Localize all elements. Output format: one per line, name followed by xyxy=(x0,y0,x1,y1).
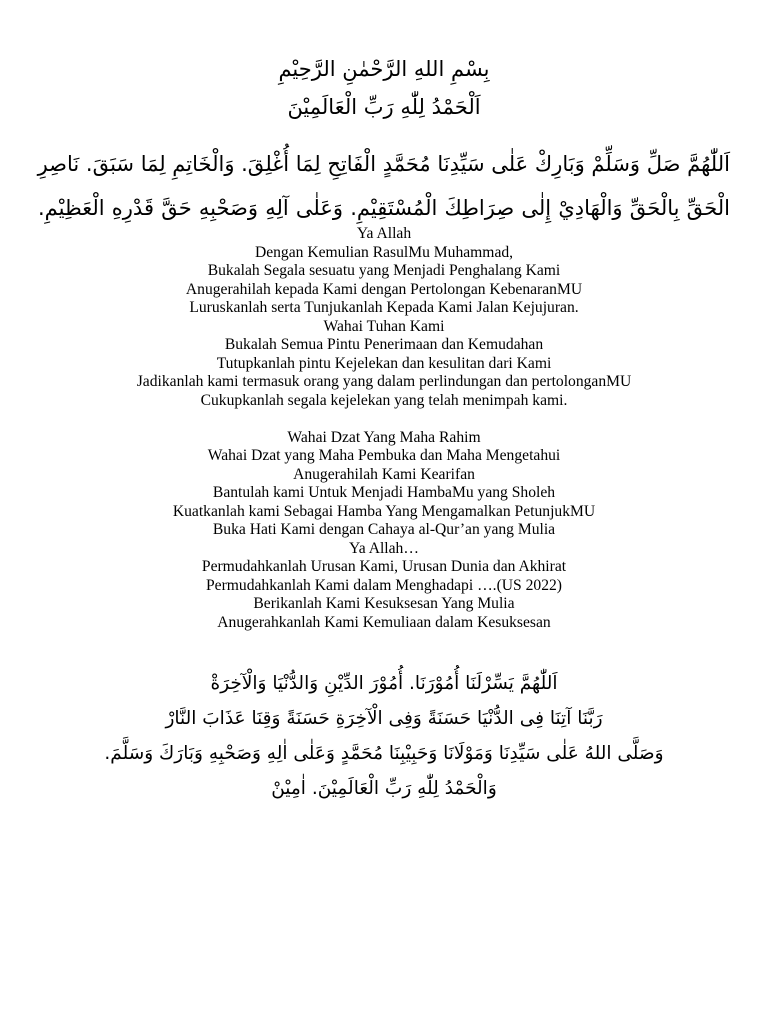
shalawat-line: اَللّٰهُمَّ صَلِّ وَسَلِّمْ وَبَارِكْ عَلٰى سَيِّدِنَا مُحَمَّدٍ الْفَاتِحِ لِمَا أُغْلِقَ. وَالْخَاتِمِ لِمَا سَبَقَ. نَاصِرِ xyxy=(37,152,730,176)
prayer-paragraph-2 xyxy=(0,429,768,633)
prayer-line: Ya Allah xyxy=(356,225,412,242)
opening-header xyxy=(0,50,768,126)
prayer-line: Wahai Tuhan Kami xyxy=(323,317,445,335)
shalawat-fatih xyxy=(38,142,730,230)
prayer-line: Kuatkanlah kami Sebagai Hamba Yang Mengamalkan PetunjukMU xyxy=(172,502,596,520)
prayer-line: Wahai Dzat Yang Maha Rahim xyxy=(287,428,481,446)
closing-doa xyxy=(0,666,768,806)
prayer-line: Anugerahkanlah Kami Kemuliaan dalam Kesuksesan xyxy=(217,613,551,631)
prayer-line: Ya Allah… xyxy=(349,539,419,557)
prayer-line: Permudahkanlah Urusan Kami, Urusan Dunia dan Akhirat xyxy=(201,558,567,575)
prayer-line: Berikanlah Kami Kesuksesan Yang Mulia xyxy=(253,595,515,612)
closing-line: اَللّٰهُمَّ يَسِّرْلَنَا أُمُوْرَنَا. أُمُوْرَ الدِّيْنِ وَالدُّنْيَا وَالْآخِرَةْ xyxy=(210,673,558,694)
shalawat-line: الْحَقِّ بِالْحَقِّ وَالْهَادِيْ إِلٰى صِرَاطِكَ الْمُسْتَقِيْمِ. وَعَلٰى آلِهِ وَصَحْبِهِ حَقَّ قَدْرِهِ الْعَظِيْمِ. xyxy=(38,196,730,220)
prayer-line: Luruskanlah serta Tunjukanlah Kepada Kami Jalan Kejujuran. xyxy=(189,299,579,316)
prayer-line: Cukupkanlah segala kejelekan yang telah menimpah kami. xyxy=(200,391,568,409)
hamdalah: اَلْحَمْدُ لِلّٰهِ رَبِّ الْعَالَمِيْنَ xyxy=(287,95,481,119)
closing-line: وَصَلَّى اللهُ عَلٰى سَيِّدِنَا وَمَوْلَانَا وَحَبِيْبِنَا مُحَمَّدٍ وَعَلٰى اٰلِهِ وَصَحْبِهِ وَبَارَكَ وَسَلَّمَ. xyxy=(104,743,664,764)
prayer-line: Jadikanlah kami termasuk orang yang dalam perlindungan dan pertolonganMU xyxy=(136,373,632,390)
paragraph-spacer xyxy=(0,410,768,429)
prayer-line: Bantulah kami Untuk Menjadi HambaMu yang Sholeh xyxy=(212,484,556,501)
prayer-line: Anugerahilah kepada Kami dengan Pertolongan KebenaranMU xyxy=(185,280,583,298)
prayer-line: Buka Hati Kami dengan Cahaya al-Qur’an yang Mulia xyxy=(212,521,556,538)
closing-line: رَبَّنَا آتِنَا فِى الدُّنْيَا حَسَنَةً وَفِى الْآخِرَةِ حَسَنَةً وَقِنَا عَذَابَ النَّارْ xyxy=(165,708,603,729)
prayer-text xyxy=(0,225,768,632)
closing-line: وَالْحَمْدُ لِلّٰهِ رَبِّ الْعَالَمِيْنَ. اٰمِيْنْ xyxy=(271,778,497,799)
prayer-line: Bukalah Semua Pintu Penerimaan dan Kemudahan xyxy=(224,336,544,353)
prayer-line: Dengan Kemulian RasulMu Muhammad, xyxy=(254,243,514,261)
prayer-line: Wahai Dzat yang Maha Pembuka dan Maha Mengetahui xyxy=(207,447,561,464)
basmalah: بِسْمِ اللهِ الرَّحْمٰنِ الرَّحِيْمِ xyxy=(278,57,490,81)
prayer-line: Permudahkanlah Kami dalam Menghadapi ….(US 2022) xyxy=(206,576,562,594)
prayer-line: Tutupkanlah pintu Kejelekan dan kesulitan dari Kami xyxy=(216,354,552,372)
prayer-line: Anugerahilah Kami Kearifan xyxy=(293,465,475,483)
prayer-line: Bukalah Segala sesuatu yang Menjadi Penghalang Kami xyxy=(207,262,561,279)
prayer-paragraph-1 xyxy=(0,225,768,410)
